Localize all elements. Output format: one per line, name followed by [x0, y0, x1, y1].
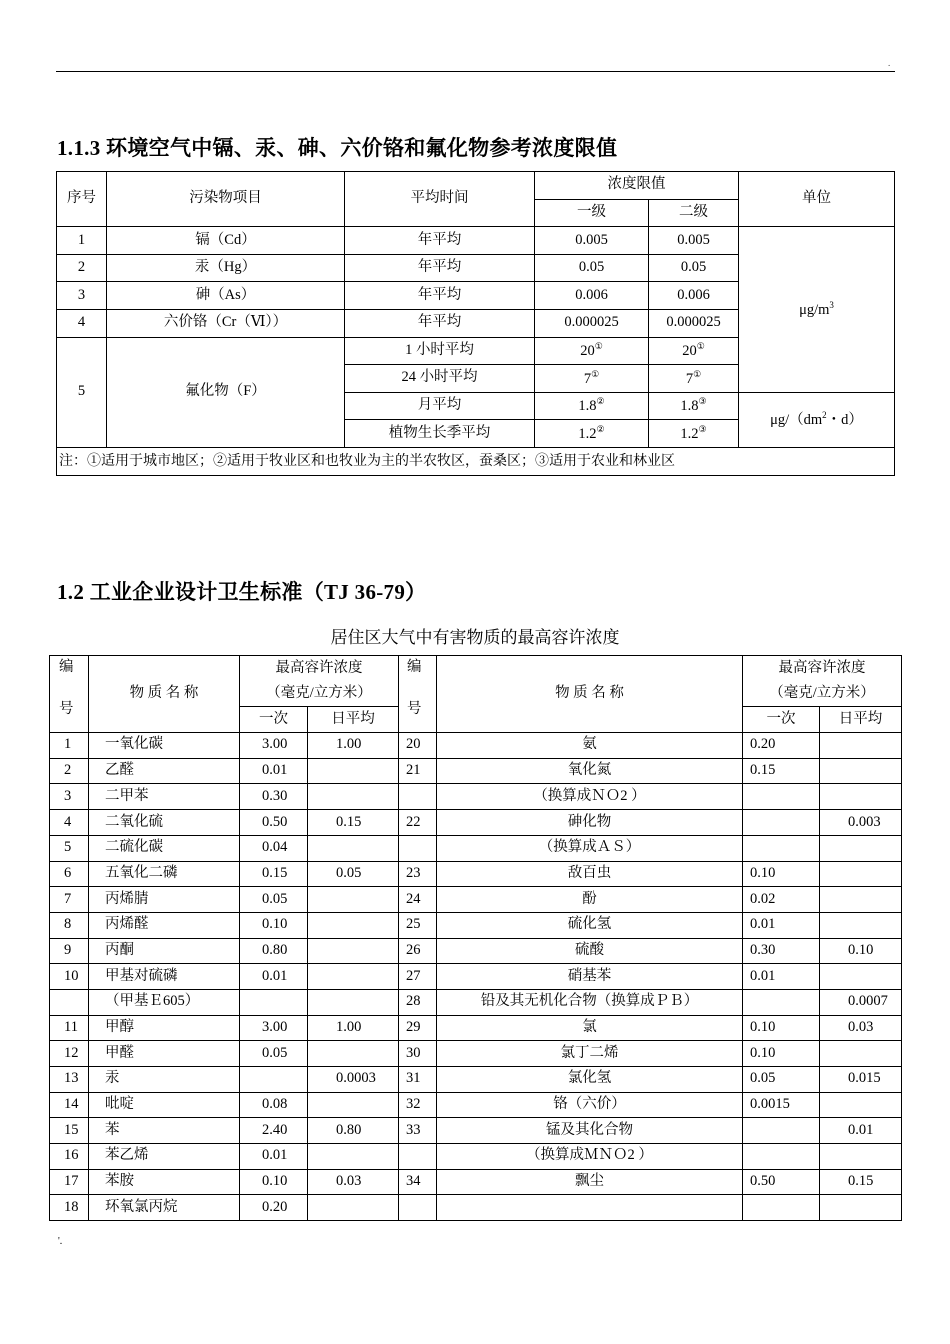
row-name-left: 丙酮: [89, 938, 240, 964]
value: 1.2: [680, 425, 699, 442]
row-daily-right: 0.003: [820, 810, 902, 836]
row-item: 六价铬（Cr（Ⅵ））: [107, 309, 345, 337]
header-bian: 编: [407, 659, 422, 675]
footnote-mark: ③: [698, 423, 707, 434]
table-row: [50, 912, 902, 938]
row-daily-left: [308, 1041, 399, 1067]
table-body: [50, 733, 902, 1221]
unit-post: ・d）: [826, 411, 863, 428]
row-once-left: 0.10: [240, 1169, 308, 1195]
section-title-1-1-3: 1.1.3 环境空气中镉、汞、砷、六价铬和氟化物参考浓度限值: [57, 136, 618, 160]
row-no-right: [399, 835, 437, 861]
row-daily-right: [820, 1041, 902, 1067]
footnote-mark: ①: [696, 340, 705, 351]
footnote-mark: ①: [693, 368, 702, 379]
row-no-right: 25: [399, 912, 437, 938]
row-grade2: 0.000025: [649, 309, 739, 337]
header-no-right: [399, 656, 437, 733]
table-row: [50, 835, 902, 861]
row-grade1: [535, 337, 649, 365]
row-grade1: 0.006: [535, 282, 649, 310]
row-daily-left: 0.0003: [308, 1067, 399, 1093]
header-unit-left: （毫克/立方米）: [240, 681, 399, 707]
row-once-right: [743, 989, 820, 1015]
row-no-left: 14: [50, 1092, 89, 1118]
header-name-right: 物 质 名 称: [437, 656, 743, 733]
row-daily-right: [820, 1144, 902, 1170]
reference-limits-table: [56, 171, 895, 476]
row-no: 3: [57, 282, 107, 310]
row-daily-right: [820, 758, 902, 784]
row-daily-right: 0.15: [820, 1169, 902, 1195]
row-once-right: 0.50: [743, 1169, 820, 1195]
row-no-left: 10: [50, 964, 89, 990]
row-no-right: 30: [399, 1041, 437, 1067]
row-daily-right: 0.015: [820, 1067, 902, 1093]
row-name-left: 苯乙烯: [89, 1144, 240, 1170]
value: 20: [580, 342, 595, 359]
header-daily-left: 日平均: [308, 707, 399, 733]
row-no-right: [399, 1195, 437, 1221]
row-no-left: 1: [50, 733, 89, 759]
row-once-left: 2.40: [240, 1118, 308, 1144]
row-name-left: 甲醇: [89, 1015, 240, 1041]
footnote-mark: ①: [591, 368, 600, 379]
value: 20: [682, 342, 697, 359]
unit-sup: 3: [829, 299, 834, 310]
row-grade2: 0.005: [649, 227, 739, 255]
row-time: 年平均: [345, 254, 535, 282]
row-name-right: （换算成ＮＯ2 ）: [437, 784, 743, 810]
row-no-right: 20: [399, 733, 437, 759]
row-no-right: 29: [399, 1015, 437, 1041]
row-once-right: [743, 784, 820, 810]
row-name-left: 丙烯腈: [89, 887, 240, 913]
row-item: 氟化物（F）: [107, 337, 345, 447]
footer-mark: '.: [58, 1236, 63, 1247]
row-grade1: 0.005: [535, 227, 649, 255]
row-once-left: 0.05: [240, 887, 308, 913]
footnote-mark: ①: [594, 340, 603, 351]
row-name-right: 氨: [437, 733, 743, 759]
row-once-left: 0.80: [240, 938, 308, 964]
row-name-left: 乙醛: [89, 758, 240, 784]
row-no-left: 11: [50, 1015, 89, 1041]
row-once-left: 0.15: [240, 861, 308, 887]
table-row: [50, 1144, 902, 1170]
row-name-left: 环氧氯丙烷: [89, 1195, 240, 1221]
header-rule: [56, 71, 895, 72]
row-once-left: 0.01: [240, 1144, 308, 1170]
row-no-right: 21: [399, 758, 437, 784]
row-daily-left: [308, 964, 399, 990]
row-time: 月平均: [345, 392, 535, 420]
row-name-right: 锰及其化合物: [437, 1118, 743, 1144]
row-daily-right: [820, 1195, 902, 1221]
row-grade2: [649, 365, 739, 393]
row-once-left: 0.04: [240, 835, 308, 861]
row-daily-right: 0.0007: [820, 989, 902, 1015]
row-name-left: 苯: [89, 1118, 240, 1144]
row-daily-right: [820, 861, 902, 887]
row-item: 砷（As）: [107, 282, 345, 310]
row-daily-right: [820, 1092, 902, 1118]
row-once-left: 0.20: [240, 1195, 308, 1221]
row-no-right: 32: [399, 1092, 437, 1118]
value: 7: [685, 370, 694, 387]
row-once-left: 0.01: [240, 758, 308, 784]
row-daily-left: [308, 912, 399, 938]
row-grade1: 0.000025: [535, 309, 649, 337]
row-item: 镉（Cd）: [107, 227, 345, 255]
row-no-left: 4: [50, 810, 89, 836]
row-once-right: 0.30: [743, 938, 820, 964]
row-once-right: 0.0015: [743, 1092, 820, 1118]
row-name-right: （换算成ＡＳ）: [437, 835, 743, 861]
row-no: 5: [57, 337, 107, 447]
row-no: 1: [57, 227, 107, 255]
row-no-left: 15: [50, 1118, 89, 1144]
row-time: 植物生长季平均: [345, 420, 535, 448]
row-no-right: 34: [399, 1169, 437, 1195]
row-daily-left: 0.80: [308, 1118, 399, 1144]
row-grade1: [535, 392, 649, 420]
unit-base: μg/m: [799, 301, 830, 318]
row-no-right: 23: [399, 861, 437, 887]
footnote-mark: ②: [596, 423, 605, 434]
row-no-right: 24: [399, 887, 437, 913]
row-once-right: 0.02: [743, 887, 820, 913]
header-no: 序号: [57, 172, 107, 227]
row-no-right: 22: [399, 810, 437, 836]
row-daily-right: [820, 964, 902, 990]
row-name-right: 硫酸: [437, 938, 743, 964]
row-daily-right: [820, 835, 902, 861]
row-name-right: 氯丁二烯: [437, 1041, 743, 1067]
table-caption: 居住区大气中有害物质的最高容许浓度: [330, 628, 620, 647]
row-once-right: 0.01: [743, 964, 820, 990]
header-name-left: 物 质 名 称: [89, 656, 240, 733]
row-daily-left: [308, 1195, 399, 1221]
unit-pre: μg/（dm: [770, 411, 823, 428]
table-row: [50, 1041, 902, 1067]
header-once-right: 一次: [743, 707, 820, 733]
row-daily-left: 0.05: [308, 861, 399, 887]
row-once-right: 0.05: [743, 1067, 820, 1093]
row-daily-right: [820, 887, 902, 913]
row-daily-left: [308, 938, 399, 964]
header-unit: 单位: [739, 172, 895, 227]
row-no-left: 9: [50, 938, 89, 964]
row-once-right: [743, 1144, 820, 1170]
table-row: [50, 810, 902, 836]
row-no-left: 2: [50, 758, 89, 784]
header-no-left: [50, 656, 89, 733]
row-name-left: 甲醛: [89, 1041, 240, 1067]
row-name-left: 二硫化碳: [89, 835, 240, 861]
row-name-left: 一氧化碳: [89, 733, 240, 759]
row-daily-right: [820, 784, 902, 810]
row-daily-right: 0.01: [820, 1118, 902, 1144]
row-time: 1 小时平均: [345, 337, 535, 365]
header-max-right: [743, 656, 902, 682]
table-row: [50, 1118, 902, 1144]
table-row: [50, 964, 902, 990]
row-once-left: 0.30: [240, 784, 308, 810]
header-grade1: 一级: [535, 199, 649, 227]
row-daily-left: [308, 1092, 399, 1118]
table-note-row: [57, 447, 895, 475]
row-name-right: 氯化氢: [437, 1067, 743, 1093]
table-header-row: [50, 656, 902, 682]
row-grade1: [535, 420, 649, 448]
row-name-left: 二甲苯: [89, 784, 240, 810]
footnote-mark: ③: [698, 396, 707, 407]
table-row: [50, 887, 902, 913]
value: 1.8: [680, 397, 699, 414]
row-time: 年平均: [345, 309, 535, 337]
row-daily-left: [308, 835, 399, 861]
table-row: [50, 1092, 902, 1118]
table-note: 注：①适用于城市地区；②适用于牧业区和也牧业为主的半农牧区，蚕桑区；③适用于农业和林业区: [57, 447, 895, 475]
row-once-right: 0.10: [743, 1015, 820, 1041]
row-once-left: 0.10: [240, 912, 308, 938]
value: 1.8: [578, 397, 597, 414]
header-item: 污染物项目: [107, 172, 345, 227]
row-name-right: 硫化氢: [437, 912, 743, 938]
row-no-right: 27: [399, 964, 437, 990]
row-daily-right: 0.03: [820, 1015, 902, 1041]
row-name-left: 丙烯醛: [89, 912, 240, 938]
row-no-right: 28: [399, 989, 437, 1015]
row-name-right: 酚: [437, 887, 743, 913]
row-daily-left: [308, 1144, 399, 1170]
header-max-left: [240, 656, 399, 682]
row-no: 2: [57, 254, 107, 282]
row-once-left: [240, 1067, 308, 1093]
table-row: [50, 1169, 902, 1195]
section-title-1-2: 1.2 工业企业设计卫生标准（TJ 36-79）: [57, 580, 427, 604]
row-once-right: 0.15: [743, 758, 820, 784]
row-no-right: [399, 784, 437, 810]
row-once-left: 0.05: [240, 1041, 308, 1067]
header-time: 平均时间: [345, 172, 535, 227]
row-name-right: 敌百虫: [437, 861, 743, 887]
row-no-left: 7: [50, 887, 89, 913]
row-once-right: 0.20: [743, 733, 820, 759]
unit-cell-2: [739, 392, 895, 447]
row-name-right: 硝基苯: [437, 964, 743, 990]
header-limit: 浓度限值: [535, 172, 739, 200]
row-no-left: [50, 989, 89, 1015]
header-grade2: 二级: [649, 199, 739, 227]
row-name-right: 铅及其无机化合物（换算成ＰＢ）: [437, 989, 743, 1015]
row-grade2: 0.05: [649, 254, 739, 282]
row-name-right: （换算成ＭＮＯ2 ）: [437, 1144, 743, 1170]
row-daily-right: 0.10: [820, 938, 902, 964]
row-no-right: 33: [399, 1118, 437, 1144]
table-row: [50, 1067, 902, 1093]
unit-cell-1: [739, 227, 895, 393]
row-name-left: 吡啶: [89, 1092, 240, 1118]
footnote-mark: ②: [596, 396, 605, 407]
header-daily-right: 日平均: [820, 707, 902, 733]
row-once-left: [240, 989, 308, 1015]
row-once-right: 0.10: [743, 1041, 820, 1067]
unit-sup: 2: [822, 409, 827, 420]
value: 1.2: [578, 425, 597, 442]
row-no-left: 6: [50, 861, 89, 887]
header-mark: .: [888, 58, 891, 68]
row-name-left: 苯胺: [89, 1169, 240, 1195]
row-grade2: 0.006: [649, 282, 739, 310]
table-row: [50, 784, 902, 810]
row-no-right: 31: [399, 1067, 437, 1093]
row-no-left: 8: [50, 912, 89, 938]
row-grade2: [649, 337, 739, 365]
table-row: [50, 989, 902, 1015]
row-once-right: [743, 835, 820, 861]
row-grade1: 0.05: [535, 254, 649, 282]
header-unit-right: （毫克/立方米）: [743, 681, 902, 707]
row-once-right: [743, 810, 820, 836]
header-max-label: 最高容许浓度: [275, 659, 363, 676]
header-once-left: 一次: [240, 707, 308, 733]
row-name-right: 砷化物: [437, 810, 743, 836]
row-once-right: 0.01: [743, 912, 820, 938]
row-daily-right: [820, 912, 902, 938]
row-once-left: 3.00: [240, 1015, 308, 1041]
table-row: [57, 227, 895, 255]
row-item: 汞（Hg）: [107, 254, 345, 282]
header-hao: 号: [407, 700, 422, 717]
row-daily-left: [308, 758, 399, 784]
max-allowable-concentration-table: [49, 655, 902, 1221]
row-once-left: 0.01: [240, 964, 308, 990]
table-row: [50, 861, 902, 887]
row-once-right: [743, 1118, 820, 1144]
row-grade2: [649, 420, 739, 448]
table-row: [50, 1195, 902, 1221]
row-name-left: 五氧化二磷: [89, 861, 240, 887]
row-daily-left: 0.03: [308, 1169, 399, 1195]
row-daily-left: 0.15: [308, 810, 399, 836]
row-no-right: [399, 1144, 437, 1170]
row-name-left: （甲基Ｅ605）: [89, 989, 240, 1015]
row-no-left: 16: [50, 1144, 89, 1170]
row-name-right: 飘尘: [437, 1169, 743, 1195]
row-no-left: 17: [50, 1169, 89, 1195]
row-daily-left: [308, 989, 399, 1015]
row-daily-left: 1.00: [308, 733, 399, 759]
row-no-left: 3: [50, 784, 89, 810]
row-no-left: 5: [50, 835, 89, 861]
row-daily-left: [308, 784, 399, 810]
table-row: [50, 1015, 902, 1041]
row-name-right: 氧化氮: [437, 758, 743, 784]
row-name-right: 铬（六价）: [437, 1092, 743, 1118]
row-once-left: 3.00: [240, 733, 308, 759]
row-no-left: 12: [50, 1041, 89, 1067]
value: 7: [583, 370, 592, 387]
row-grade1: [535, 365, 649, 393]
table-row: [50, 733, 902, 759]
row-time: 24 小时平均: [345, 365, 535, 393]
row-no-right: 26: [399, 938, 437, 964]
row-no-left: 18: [50, 1195, 89, 1221]
table-header-row: [57, 172, 895, 200]
header-hao: 号: [59, 700, 74, 717]
row-name-left: 汞: [89, 1067, 240, 1093]
row-name-right: 氯: [437, 1015, 743, 1041]
table-row: [50, 758, 902, 784]
row-daily-left: 1.00: [308, 1015, 399, 1041]
row-once-left: 0.08: [240, 1092, 308, 1118]
row-name-right: [437, 1195, 743, 1221]
table-row: [50, 938, 902, 964]
row-once-right: [743, 1195, 820, 1221]
row-daily-left: [308, 887, 399, 913]
row-name-left: 二氧化硫: [89, 810, 240, 836]
row-no-left: 13: [50, 1067, 89, 1093]
row-time: 年平均: [345, 227, 535, 255]
row-once-left: 0.50: [240, 810, 308, 836]
row-daily-right: [820, 733, 902, 759]
row-time: 年平均: [345, 282, 535, 310]
header-bian: 编: [59, 659, 74, 675]
row-no: 4: [57, 309, 107, 337]
row-name-left: 甲基对硫磷: [89, 964, 240, 990]
row-grade2: [649, 392, 739, 420]
row-once-right: 0.10: [743, 861, 820, 887]
header-max-label: 最高容许浓度: [778, 659, 866, 676]
